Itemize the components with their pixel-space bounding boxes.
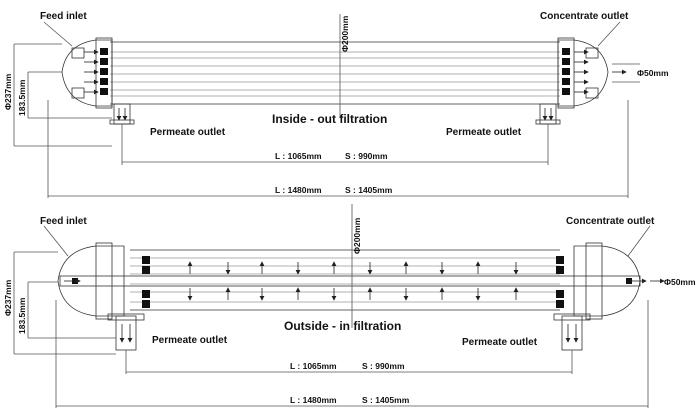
permeate-outlet-right-label: Permeate outlet	[446, 127, 522, 138]
right-potting-blocks	[562, 48, 570, 95]
panel-title: Outside - in filtration	[284, 319, 402, 333]
outer-spacing-label: S : 1405mm	[345, 185, 393, 195]
left-flange	[96, 243, 112, 319]
feed-inlet-label: Feed inlet	[40, 11, 87, 22]
right-nozzle-top	[586, 48, 598, 58]
left-potting-blocks	[100, 48, 108, 95]
port-diameter-label: Φ50mm	[637, 68, 669, 78]
permeate-flange-right	[536, 120, 560, 124]
panel-inside-out	[14, 14, 640, 198]
flange-diameter-label: Φ237mm	[3, 73, 13, 110]
radial-flow-arrows	[190, 262, 516, 300]
panel-outside-in	[14, 204, 664, 408]
permeate-nozzle-right	[562, 316, 582, 350]
outer-length-label: L : 1480mm	[275, 185, 322, 195]
outlet-flow-arrows	[574, 52, 626, 92]
feed-inlet-label: Feed inlet	[40, 216, 87, 227]
permeate-flange-left	[108, 314, 144, 320]
permeate-outlet-right-label: Permeate outlet	[462, 337, 538, 348]
panel-outside-in-labels	[3, 216, 696, 405]
panel-inside-out-labels	[3, 11, 669, 195]
left-nozzle-top	[72, 48, 84, 58]
permeate-outlet-left-label: Permeate outlet	[150, 127, 226, 138]
concentrate-outlet-label: Concentrate outlet	[566, 216, 655, 227]
port-diameter-label: Φ50mm	[664, 277, 696, 287]
right-flange	[586, 243, 602, 319]
shell-diameter-label: Φ200mm	[340, 15, 350, 52]
permeate-nozzle-right	[540, 104, 556, 124]
panel-title: Inside - out filtration	[272, 112, 388, 126]
permeate-nozzle-left	[114, 104, 130, 124]
inner-spacing-label: S : 990mm	[345, 151, 388, 161]
inner-spacing-label: S : 990mm	[362, 361, 405, 371]
permeate-nozzle-left	[116, 316, 136, 350]
concentrate-outlet-label: Concentrate outlet	[540, 11, 629, 22]
inner-length-label: L : 1065mm	[290, 361, 337, 371]
half-height-label: 183.5mm	[17, 79, 27, 116]
permeate-flange-right	[554, 314, 590, 320]
inner-length-label: L : 1065mm	[275, 151, 322, 161]
fiber-bundle	[130, 258, 560, 302]
outer-length-label: L : 1480mm	[290, 395, 337, 405]
permeate-outlet-left-label: Permeate outlet	[152, 335, 228, 346]
left-potting-blocks	[72, 256, 150, 308]
outer-spacing-label: S : 1405mm	[362, 395, 410, 405]
flange-diameter-label: Φ237mm	[3, 279, 13, 316]
fiber-bundle	[110, 52, 560, 96]
shell-diameter-label: Φ200mm	[352, 217, 362, 254]
half-height-label: 183.5mm	[17, 297, 27, 334]
central-feed-tube	[60, 276, 640, 286]
right-potting-blocks	[556, 256, 632, 308]
